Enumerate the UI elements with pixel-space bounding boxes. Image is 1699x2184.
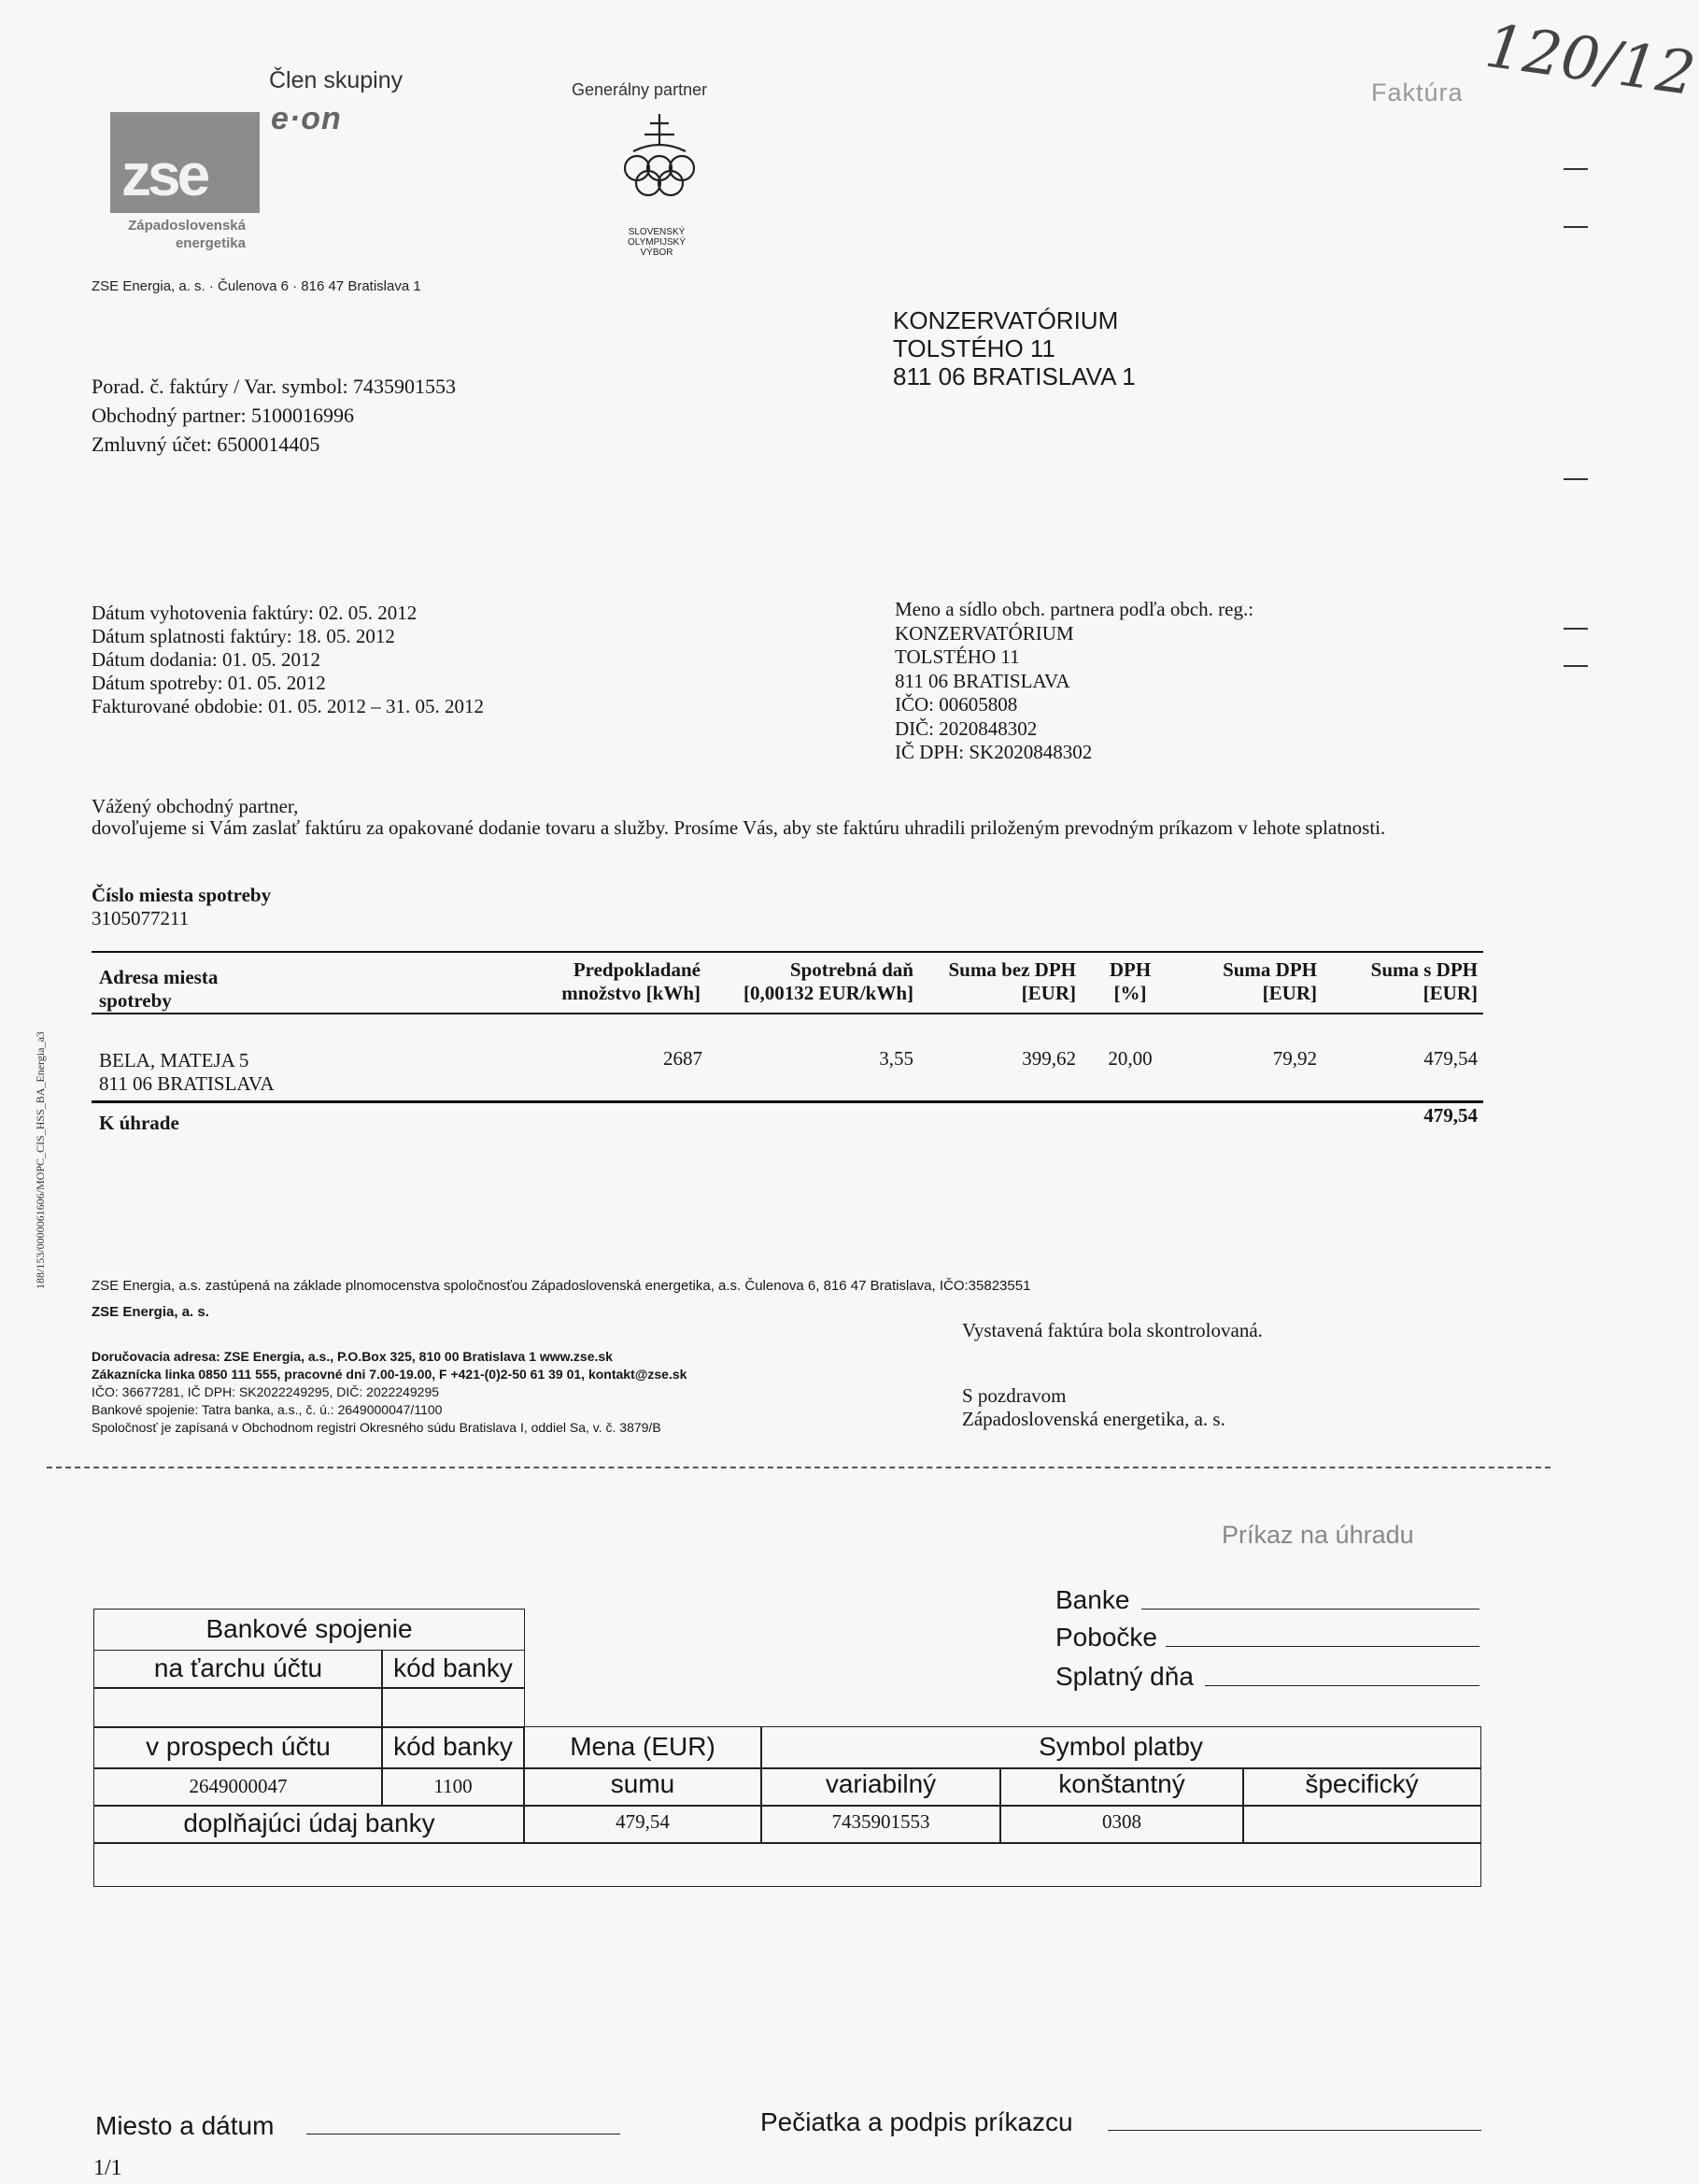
credit-account-label: v prospech účtu [146, 1732, 331, 1761]
amount-label: sumu [610, 1769, 675, 1798]
due-date-input-line[interactable] [1205, 1685, 1480, 1686]
debit-bank-code-label: kód banky [393, 1653, 513, 1682]
variable-symbol-label: variabilný [825, 1769, 937, 1798]
bank-input-line[interactable] [1141, 1609, 1480, 1610]
zse-logo-text: zse [121, 141, 207, 208]
partner-street: TOLSTÉHO 11 [895, 645, 1020, 668]
additional-info-label: doplňajúci údaj banky [183, 1808, 435, 1837]
footer-bank: Bankové spojenie: Tatra banka, a.s., č. ú.: 2649000047/1100 [92, 1402, 443, 1417]
branch-label: Pobočke [1055, 1623, 1157, 1652]
margin-tick [1564, 168, 1588, 170]
regards-text: S pozdravom [962, 1384, 1067, 1407]
credit-bank-code-label: kód banky [393, 1732, 513, 1761]
credit-bank-code-value: 1100 [433, 1775, 473, 1797]
row-vat-rate: 20,00 [1108, 1047, 1153, 1070]
partner-ico: IČO: 00605808 [895, 693, 1018, 716]
olympic-rings-icon [616, 110, 702, 202]
margin-tick [1564, 478, 1588, 480]
invoice-references [92, 372, 456, 459]
amount-value: 479,54 [616, 1810, 670, 1833]
credit-account-value: 2649000047 [189, 1775, 288, 1797]
invoice-number: Porad. č. faktúry / Var. symbol: 7435901553 [92, 375, 457, 398]
table-total-rule [92, 1100, 1483, 1103]
handwritten-note: 120/12 [1480, 11, 1699, 110]
partner-registration-heading: Meno a sídlo obch. partnera podľa obch. reg.: [895, 598, 1254, 620]
partner-name: KONZERVATÓRIUM [895, 621, 1074, 645]
perforation-line [47, 1467, 1550, 1468]
consumption-point-label: Číslo miesta spotreby [92, 884, 272, 906]
regards-signature: Západoslovenská energetika, a. s. [962, 1408, 1225, 1430]
row-address: BELA, MATEJA 5 811 06 BRATISLAVA [99, 1049, 275, 1095]
sender-address: ZSE Energia, a. s. · Čulenova 6 · 816 47 Bratislava 1 [92, 278, 421, 294]
issue-date: Dátum vyhotovenia faktúry: 02. 05. 2012 [92, 602, 418, 624]
olympic-committee-label: SLOVENSKÝ OLYMPIJSKÝ VÝBOR [627, 227, 687, 258]
partner-dic: DIČ: 2020848302 [895, 716, 1038, 740]
header-quantity: Predpokladané množstvo [kWh] [561, 958, 701, 1004]
closing-regards [962, 1384, 1225, 1431]
variable-symbol-value: 7435901553 [831, 1810, 930, 1833]
header-excise: Spotrebná daň [0,00132 EUR/kWh] [743, 958, 913, 1004]
document-type: Faktúra [1371, 78, 1464, 106]
invoice-dates [92, 602, 484, 718]
margin-tick [1564, 628, 1588, 630]
debit-account-label: na ťarchu účtu [153, 1653, 323, 1682]
consumption-date: Dátum spotreby: 01. 05. 2012 [92, 672, 326, 694]
place-date-label: Miesto a dátum [95, 2111, 275, 2140]
footer-legal-text: ZSE Energia, a.s. zastúpená na základe plnomocenstva spoločnosťou Západoslovenská energetika, a.s. Čulenova 6, 816 47 Bratislava, IČO:35823551 [92, 1278, 1031, 1294]
row-gross-amount: 479,54 [1423, 1047, 1478, 1070]
debit-account-field[interactable] [93, 1687, 383, 1728]
zse-logo [110, 112, 260, 213]
total-amount: 479,54 [1423, 1104, 1478, 1127]
footer-company: ZSE Energia, a. s. [92, 1304, 209, 1320]
recipient-name: KONZERVATÓRIUM [893, 306, 1119, 334]
currency-label: Mena (EUR) [570, 1732, 715, 1761]
stamp-signature-label: Pečiatka a podpis príkazcu [760, 2107, 1073, 2136]
table-top-rule [92, 951, 1483, 953]
branch-input-line[interactable] [1166, 1646, 1480, 1647]
due-date-label: Splatný dňa [1055, 1662, 1194, 1691]
contract-account-number: Zmluvný účet: 6500014405 [92, 433, 320, 456]
salutation [92, 796, 1502, 839]
specific-symbol-field[interactable] [1242, 1805, 1481, 1844]
member-label: Člen skupiny [269, 67, 404, 93]
bank-connection-label: Bankové spojenie [205, 1614, 413, 1643]
payment-order-title: Príkaz na úhradu [1222, 1521, 1414, 1549]
salutation-body: dovoľujeme si Vám zaslať faktúru za opakované dodanie tovaru a služby. Prosíme Vás, aby ste faktúru uhradili priloženým prevodným príkazom v lehote splatnosti. [92, 816, 1386, 839]
recipient-address [893, 306, 1136, 390]
partner-label: Generálny partner [572, 80, 708, 99]
consumption-point-value: 3105077211 [92, 907, 190, 929]
table-header-rule [92, 1013, 1483, 1014]
constant-symbol-label: konštantný [1058, 1769, 1185, 1798]
partner-city: 811 06 BRATISLAVA [895, 669, 1070, 692]
header-net-amount: Suma bez DPH [EUR] [948, 958, 1076, 1004]
row-net-amount: 399,62 [1022, 1047, 1076, 1070]
margin-tick [1564, 665, 1588, 667]
header-vat-amount: Suma DPH [EUR] [1223, 958, 1317, 1004]
footer-contact [92, 1348, 687, 1437]
business-partner-number: Obchodný partner: 5100016996 [92, 404, 355, 427]
partner-ic-dph: IČ DPH: SK2020848302 [895, 741, 1093, 763]
footer-tax-ids: IČO: 36677281, IČ DPH: SK2022249295, DIČ: 2022249295 [92, 1384, 440, 1399]
constant-symbol-value: 0308 [1102, 1810, 1141, 1833]
header-gross-amount: Suma s DPH [EUR] [1370, 958, 1478, 1004]
partner-registration [895, 598, 1253, 765]
header-vat-rate: DPH [%] [1109, 958, 1152, 1004]
additional-info-field[interactable] [93, 1842, 1481, 1887]
specific-symbol-label: špecifický [1305, 1769, 1419, 1798]
footer-delivery-address: Doručovacia adresa: ZSE Energia, a.s., P.O.Box 325, 810 00 Bratislava 1 www.zse.sk [92, 1349, 613, 1364]
row-quantity: 2687 [663, 1047, 702, 1070]
delivery-date: Dátum dodania: 01. 05. 2012 [92, 648, 320, 671]
payment-symbol-label: Symbol platby [1039, 1732, 1203, 1761]
eon-logo: e·on [271, 101, 342, 136]
logo-company-name: Západoslovenská energetika [128, 218, 246, 251]
checked-note: Vystavená faktúra bola skontrolovaná. [962, 1319, 1263, 1341]
page-number: 1/1 [93, 2156, 122, 2180]
stamp-signature-line[interactable] [1108, 2130, 1481, 2131]
debit-bank-code-field[interactable] [381, 1687, 525, 1728]
consumption-point [92, 884, 271, 930]
row-vat-amount: 79,92 [1272, 1047, 1317, 1070]
billing-period: Fakturované obdobie: 01. 05. 2012 – 31. 05. 2012 [92, 695, 484, 717]
footer-customer-line: Zákaznícka linka 0850 111 555, pracovné dni 7.00-19.00, F +421-(0)2-50 61 39 01, kontakt@zse.sk [92, 1367, 687, 1382]
due-date: Dátum splatnosti faktúry: 18. 05. 2012 [92, 625, 395, 647]
greeting: Vážený obchodný partner, [92, 795, 299, 817]
recipient-street: TOLSTÉHO 11 [893, 334, 1055, 362]
bank-label: Banke [1055, 1585, 1130, 1614]
row-excise: 3,55 [879, 1047, 913, 1070]
side-document-code: 188/153/0000061606/MOPC_CIS_HSS_BA_Energia_a3 [34, 1031, 47, 1289]
footer-register: Spoločnosť je zapísaná v Obchodnom registri Okresného súdu Bratislava I, oddiel Sa, v. č. 3879/B [92, 1420, 661, 1435]
margin-tick [1564, 226, 1588, 228]
header-address: Adresa miesta spotreby [99, 966, 219, 1012]
recipient-city: 811 06 BRATISLAVA 1 [893, 362, 1136, 390]
total-label: K úhrade [99, 1112, 179, 1134]
